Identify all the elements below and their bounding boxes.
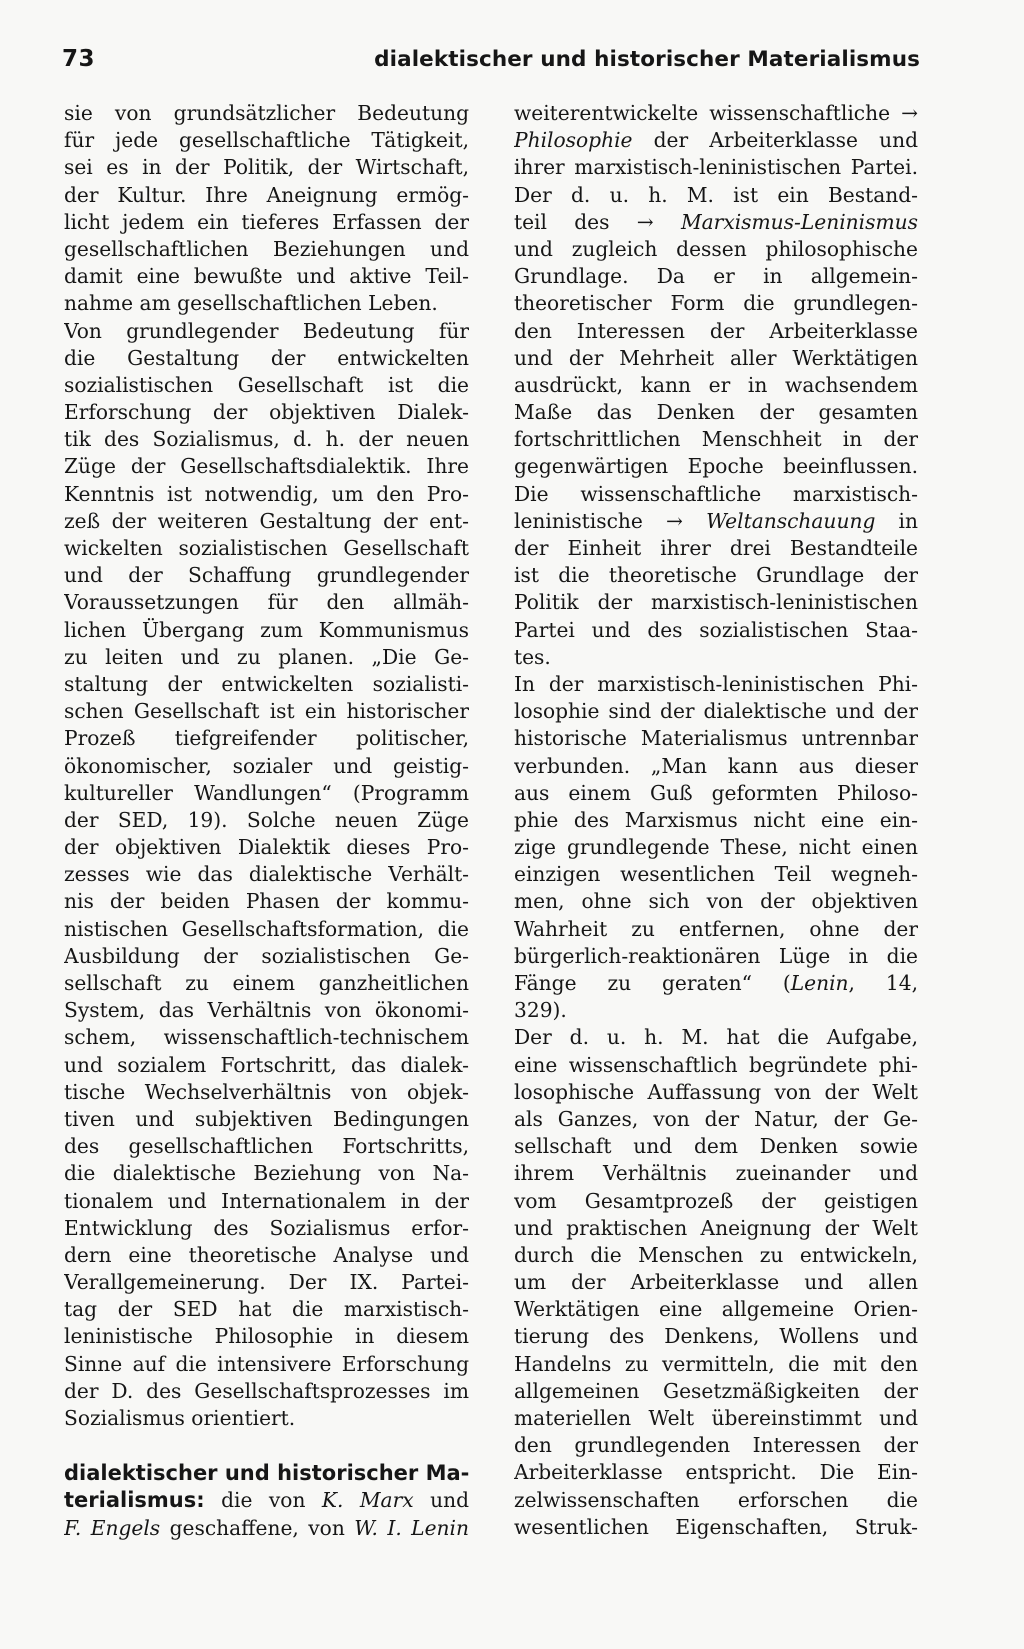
text-line: und der Mehrheit aller Werktätigen: [514, 345, 918, 370]
text-line: für jede gesellschaftliche Tätigkeit,: [64, 128, 469, 153]
text-line: den Interessen der Arbeiterklasse: [514, 318, 918, 343]
entry-text: teil des →: [514, 209, 681, 234]
text-line: Sozialismus orientiert.: [64, 1406, 296, 1430]
text-line: theoretischer Form die grundlegen-: [514, 291, 918, 316]
text-line: staltung der entwickelten sozialisti-: [64, 671, 469, 696]
text-line: allgemeinen Gesetzmäßigkeiten der: [514, 1378, 918, 1403]
text-line: Von grundlegender Bedeutung für: [64, 318, 469, 343]
text-line: aus einem Guß geformten Philoso-: [514, 780, 918, 805]
right-column: [514, 100, 918, 1541]
text-line: Der d. u. h. M. hat die Aufgabe,: [514, 1025, 918, 1050]
entry-text: in: [875, 508, 918, 533]
text-line: sellschaft zu einem ganzheitlichen: [64, 971, 469, 995]
text-line: einzigen wesentlichen Teil wegneh-: [514, 862, 918, 887]
text-line: System, das Verhältnis von ökonomi-: [64, 998, 469, 1023]
dictionary-entry: [64, 1460, 469, 1542]
text-line: tionalem und Internationalem in der: [64, 1188, 469, 1213]
text-line: nistischen Gesellschaftsformation, die: [64, 916, 469, 941]
text-line: durch die Menschen zu entwickeln,: [514, 1242, 918, 1267]
text-line: zige grundlegende These, nicht einen: [514, 835, 918, 860]
text-line: losophische Auffassung von der Welt: [514, 1079, 918, 1104]
text-line: sozialistischen Gesellschaft ist die: [64, 372, 469, 397]
text-line: Sinne auf die intensivere Erforschung: [64, 1351, 469, 1376]
page-number: 73: [62, 46, 96, 72]
text-line: Prozeß tiefgreifender politischer,: [64, 726, 469, 751]
text-line: men, ohne sich von der objektiven: [514, 889, 918, 914]
text-line: In der marxistisch-leninistischen Phi-: [514, 671, 918, 696]
citation-author: Lenin: [790, 971, 849, 995]
text-line: tag der SED hat die marxistisch-: [64, 1297, 469, 1322]
text-line: schem, wissenschaftlich-technischem: [64, 1025, 469, 1050]
entry-text: die von: [204, 1488, 322, 1513]
text-line: ausdrückt, kann er in wachsendem: [514, 372, 918, 397]
text-line: Partei und des sozialistischen Staa-: [514, 617, 918, 642]
text-line: [514, 970, 918, 997]
author-name: F. Engels: [64, 1515, 161, 1540]
text-line: Politik der marxistisch-leninistischen: [514, 590, 918, 615]
entry-spacer: [64, 1432, 469, 1460]
text-line: gegenwärtigen Epoche beeinflussen.: [514, 454, 918, 479]
text-line: und zugleich dessen philosophische: [514, 236, 918, 261]
text-line: damit eine bewußte und aktive Teil-: [64, 264, 469, 289]
text-line: Entwicklung des Sozialismus erfor-: [64, 1215, 469, 1240]
text-line: tierung des Denkens, Wollens und: [514, 1324, 918, 1349]
text-line: ist die theoretische Grundlage der: [514, 563, 918, 588]
entry-headword-end: terialismus:: [64, 1488, 205, 1513]
text-line: vom Gesamtprozeß der geistigen: [514, 1188, 918, 1213]
text-line: historische Materialismus untrennbar: [514, 726, 918, 751]
text-line: den grundlegenden Interessen der: [514, 1433, 918, 1458]
entry-text: und: [413, 1488, 469, 1513]
text-line: ihrer marxistisch-leninistischen Partei.: [514, 155, 918, 180]
text-line: losophie sind der dialektische und der: [514, 699, 918, 724]
text-line: der D. des Gesellschaftsprozesses im: [64, 1378, 469, 1403]
text-line: dern eine theoretische Analyse und: [64, 1242, 469, 1267]
text-line: gesellschaftlichen Beziehungen und: [64, 236, 469, 261]
text-line: bürgerlich-reaktionären Lüge in die: [514, 943, 918, 968]
text-line: zu leiten und zu planen. „Die Ge-: [64, 644, 469, 669]
text-line: [64, 1487, 469, 1514]
text-line: Der d. u. h. M. ist ein Bestand-: [514, 182, 918, 207]
text-line: der SED, 19). Solche neuen Züge: [64, 807, 469, 832]
text-line: Wahrheit zu entfernen, ohne der: [514, 916, 918, 941]
cross-reference[interactable]: Marxismus-Leninismus: [680, 209, 918, 234]
text-line: tik des Sozialismus, d. h. der neuen: [64, 427, 469, 452]
text-line: sie von grundsätzlicher Bedeutung: [64, 101, 469, 125]
text-line: [514, 127, 918, 154]
text-line: zelwissenschaften erforschen die: [514, 1487, 918, 1512]
entry-text: leninistische →: [514, 508, 707, 533]
text-line: tische Wechselverhältnis von objek-: [64, 1079, 469, 1104]
text-line: Erforschung der objektiven Dialek-: [64, 400, 469, 425]
text-line: lichen Übergang zum Kommunismus: [64, 617, 469, 642]
entry-text: , 14,: [848, 971, 918, 995]
text-line: Grundlage. Da er in allgemein-: [514, 264, 918, 289]
text-line: eine wissenschaftlich begründete phi-: [514, 1052, 918, 1077]
running-head: dialektischer und historischer Materialismus: [374, 47, 920, 72]
text-line: ökonomischer, sozialer und geistig-: [64, 753, 469, 778]
text-line: nis der beiden Phasen der kommu-: [64, 889, 469, 914]
text-line: verbunden. „Man kann aus dieser: [514, 753, 918, 778]
text-line: [514, 209, 918, 236]
entry-headword: dialektischer und historischer Ma-: [64, 1461, 469, 1486]
text-line: der objektiven Dialektik dieses Pro-: [64, 835, 469, 860]
text-line: wesentlichen Eigenschaften, Struk-: [514, 1514, 918, 1539]
text-line: der Kultur. Ihre Aneignung ermög-: [64, 182, 469, 207]
text-line: [64, 1515, 469, 1542]
entry-text: der Arbeiterklasse und: [632, 128, 918, 153]
text-line: nahme am gesellschaftlichen Leben.: [64, 291, 438, 316]
text-line: Werktätigen eine allgemeine Orien-: [514, 1297, 918, 1322]
text-line: Kenntnis ist notwendig, um den Pro-: [64, 481, 469, 506]
text-line: zesses wie das dialektische Verhält-: [64, 862, 469, 887]
text-line: und der Schaffung grundlegender: [64, 563, 469, 588]
text-line: sellschaft und dem Denken sowie: [514, 1134, 918, 1159]
text-line: des gesellschaftlichen Fortschritts,: [64, 1134, 469, 1159]
text-line: schen Gesellschaft ist ein historischer: [64, 699, 469, 724]
cross-reference[interactable]: Philosophie: [514, 128, 633, 153]
text-line: tiven und subjektiven Bedingungen: [64, 1106, 469, 1131]
text-line: Züge der Gesellschaftsdialektik. Ihre: [64, 454, 469, 479]
text-line: sei es in der Politik, der Wirtschaft,: [64, 155, 469, 180]
text-line: fortschrittlichen Menschheit in der: [514, 427, 918, 452]
text-line: Voraussetzungen für den allmäh-: [64, 590, 469, 615]
text-line: kultureller Wandlungen“ (Programm: [64, 780, 469, 805]
text-line: materiellen Welt übereinstimmt und: [514, 1406, 918, 1430]
text-line: phie des Marxismus nicht eine ein-: [514, 807, 918, 832]
text-line: licht jedem ein tieferes Erfassen der: [64, 209, 469, 234]
author-name: K. Marx: [321, 1488, 414, 1513]
text-line: leninistische Philosophie in diesem: [64, 1324, 469, 1349]
text-line: wickelten sozialistischen Gesellschaft: [64, 536, 469, 560]
text-line: zeß der weiteren Gestaltung der ent-: [64, 508, 469, 533]
entry-text: Fänge zu geraten“ (: [514, 971, 791, 995]
entry-text: geschaffene, von: [160, 1515, 355, 1540]
text-line: die dialektische Beziehung von Na-: [64, 1161, 469, 1186]
text-line: tes.: [514, 644, 551, 669]
text-line: ihrem Verhältnis zueinander und: [514, 1161, 918, 1186]
cross-reference[interactable]: Weltanschauung: [706, 508, 876, 533]
paragraph-socialism-dialectics: [64, 318, 469, 1433]
text-line: Handelns zu vermitteln, die mit den: [514, 1351, 918, 1376]
text-line: weiterentwickelte wissenschaftliche →: [514, 101, 918, 125]
text-line: die Gestaltung der entwickelten: [64, 345, 469, 370]
text-line: Verallgemeinerung. Der IX. Partei-: [64, 1270, 469, 1295]
text-line: und sozialem Fortschritt, das dialek-: [64, 1052, 469, 1077]
text-line: und praktischen Aneignung der Welt: [514, 1215, 918, 1240]
text-line: als Ganzes, von der Natur, der Ge-: [514, 1106, 918, 1131]
text-line: Maße das Denken der gesamten: [514, 400, 918, 425]
page-header: [62, 46, 920, 86]
text-line: Ausbildung der sozialistischen Ge-: [64, 943, 469, 968]
text-line: Die wissenschaftliche marxistisch-: [514, 481, 918, 506]
paragraph-significance: [64, 100, 469, 318]
text-line: um der Arbeiterklasse und allen: [514, 1270, 918, 1295]
text-line: [514, 508, 918, 535]
text-line: der Einheit ihrer drei Bestandteile: [514, 536, 918, 560]
author-name: W. I. Lenin: [354, 1515, 469, 1540]
left-column: [64, 100, 469, 1542]
text-line: Arbeiterklasse entspricht. Die Ein-: [514, 1460, 918, 1485]
text-line: 329).: [514, 998, 567, 1023]
